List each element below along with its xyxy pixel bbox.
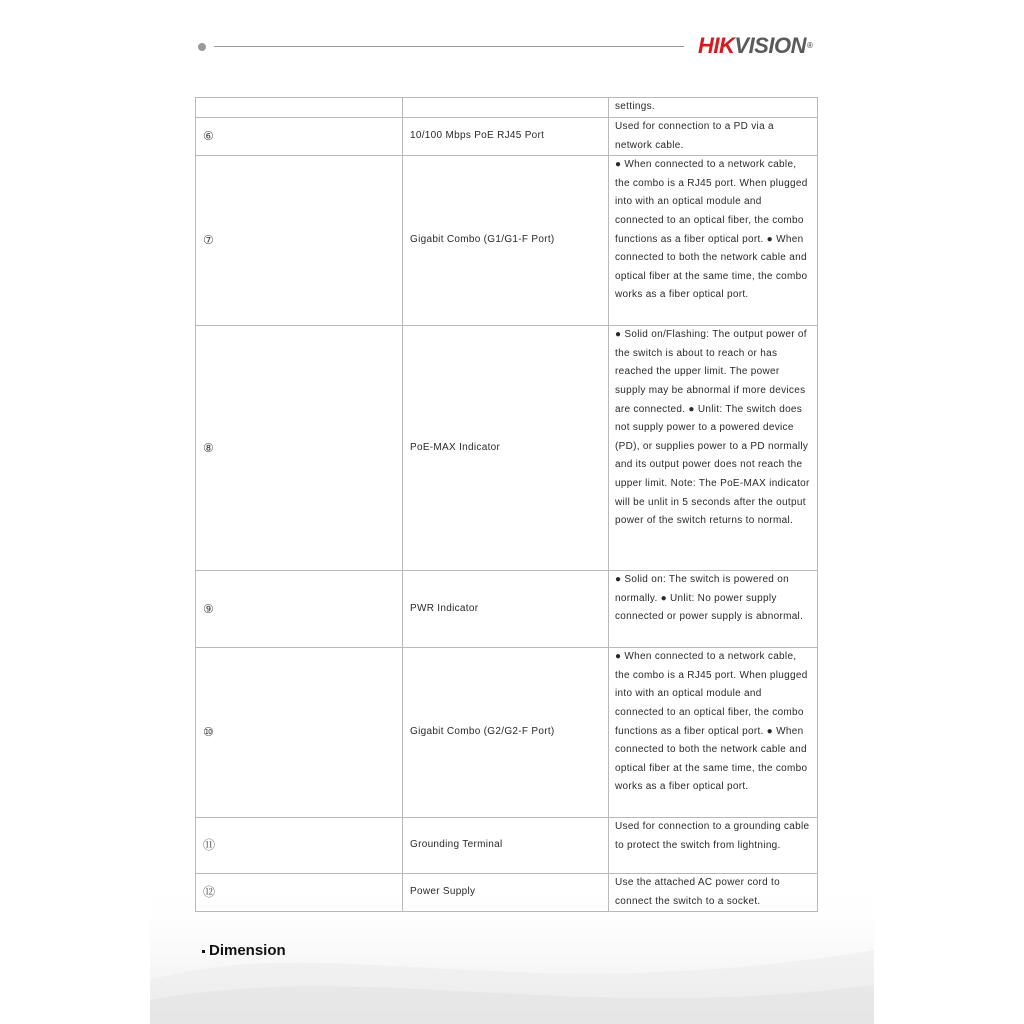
component-name: PoE-MAX Indicator xyxy=(403,326,609,571)
row-number: ⑩ xyxy=(196,648,403,818)
component-name: Gigabit Combo (G2/G2-F Port) xyxy=(403,648,609,818)
component-spec-table xyxy=(195,97,818,912)
component-name: 10/100 Mbps PoE RJ45 Port xyxy=(403,118,609,156)
row-number: ⑧ xyxy=(196,326,403,571)
component-description: ● When connected to a network cable, the combo is a RJ45 port. When plugged into with an optical module and connected to an optical fiber, the combo functions as a fiber optical port. ● When connected to both the network cable and optical fiber at the same time, the combo works as a fiber optical port. xyxy=(609,648,818,818)
component-description: settings. xyxy=(609,98,818,118)
component-name xyxy=(403,98,609,118)
component-description: ● When connected to a network cable, the combo is a RJ45 port. When plugged into with an optical module and connected to an optical fiber, the combo functions as a fiber optical port. ● When connected to both the network cable and optical fiber at the same time, the combo works as a fiber optical port. xyxy=(609,156,818,326)
table-row xyxy=(196,326,818,571)
header-rule xyxy=(214,46,684,47)
table-row xyxy=(196,118,818,156)
component-name: Gigabit Combo (G1/G1-F Port) xyxy=(403,156,609,326)
component-description: ● Solid on/Flashing: The output power of the switch is about to reach or has reached the upper limit. The power supply may be abnormal if more devices are connected. ● Unlit: The switch does not supply power to a powered device (PD), or supplies power to a PD normally and its output power does not reach the upper limit. Note: The PoE-MAX indicator will be unlit in 5 seconds after the output power of the switch returns to normal. xyxy=(609,326,818,571)
row-number: ⑫ xyxy=(196,874,403,912)
row-number: ⑦ xyxy=(196,156,403,326)
component-name: Power Supply xyxy=(403,874,609,912)
component-name: PWR Indicator xyxy=(403,571,609,648)
component-description: Used for connection to a grounding cable to protect the switch from lightning. xyxy=(609,818,818,874)
row-number xyxy=(196,98,403,118)
hikvision-logo: HIKVISION® xyxy=(698,33,813,58)
header-dot xyxy=(198,43,206,51)
component-description: ● Solid on: The switch is powered on normally. ● Unlit: No power supply connected or power supply is abnormal. xyxy=(609,571,818,648)
row-number: ⑨ xyxy=(196,571,403,648)
table-row xyxy=(196,874,818,912)
row-number: ⑥ xyxy=(196,118,403,156)
row-number: ⑪ xyxy=(196,818,403,874)
table-row xyxy=(196,648,818,818)
component-description: Used for connection to a PD via a network cable. xyxy=(609,118,818,156)
document-page xyxy=(150,0,874,1024)
component-name: Grounding Terminal xyxy=(403,818,609,874)
table-row xyxy=(196,818,818,874)
component-description: Use the attached AC power cord to connect the switch to a socket. xyxy=(609,874,818,912)
table-row xyxy=(196,571,818,648)
heading-bullet xyxy=(202,950,205,953)
table-row xyxy=(196,156,818,326)
section-heading-dimension: Dimension xyxy=(202,941,286,961)
table-row xyxy=(196,98,818,118)
